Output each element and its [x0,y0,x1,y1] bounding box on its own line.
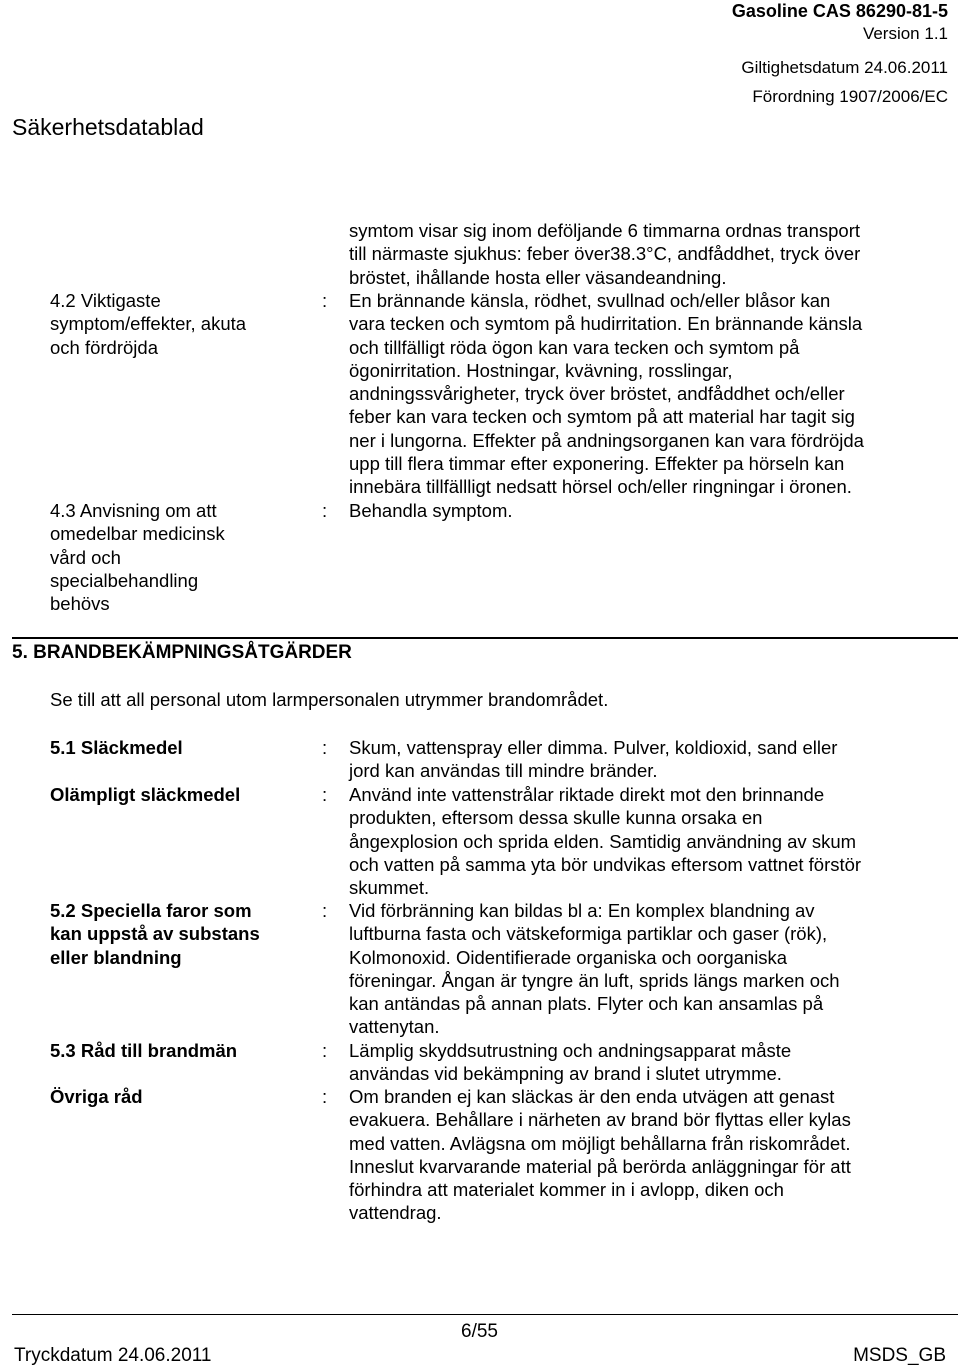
text-line: skummet. [349,877,430,899]
text-line: och vatten på samma yta bör undvikas eftersom vattnet förstör [349,853,862,875]
item-text [349,1085,929,1225]
text-line: Inneslut kvarvarande material på berörda anläggningar för att [349,1155,851,1177]
text-line: Använd inte vattenstrålar riktade direkt mot den brinnande [349,784,825,805]
text-line: användas vid bekämpning av brand i slutet utrymme. [349,1063,782,1085]
item-label [50,499,300,615]
label-line: omedelbar medicinsk [50,523,225,545]
item-label [50,783,300,806]
text-line: symtom visar sig inom deföljande 6 timmarna ordnas transport [349,220,861,241]
label-line: Olämpligt släckmedel [50,784,241,805]
text-line: ögonirritation. Hostningar, kvävning, rosslingar, [349,359,733,381]
colon: : [322,900,328,921]
text-line: till närmaste sjukhus: feber över38.3°C, andfåddhet, tryck över [349,243,861,265]
version-label: Version 1.1 [862,24,948,43]
label-line: behövs [50,593,110,615]
product-name: Gasoline CAS 86290-81-5 [731,1,948,21]
item-label [50,736,300,759]
text-line: ångexplosion och sprida elden. Samtidig användning av skum [349,830,857,852]
text-line: Vid förbränning kan bildas bl a: En komplex blandning av [349,900,815,921]
text-line: Om branden ej kan släckas är den enda utvägen att genast [349,1086,835,1107]
colon: : [322,500,328,521]
item-text [349,289,929,499]
text-line: föreningar. Ångan är tyngre än luft, sprids längs marken och [349,969,840,991]
colon: : [322,737,328,758]
label-line: Övriga råd [50,1086,143,1107]
valid-date: Giltighetsdatum 24.06.2011 [741,58,948,77]
document-title: Säkerhetsdatablad [12,114,204,140]
colon: : [322,784,328,805]
regulation: Förordning 1907/2006/EC [752,87,948,106]
label-line: 5.1 Släckmedel [50,737,183,758]
section-5-heading: 5. BRANDBEKÄMPNINGSÅTGÄRDER [12,642,352,663]
text-line: innebära tillfällligt nedsatt hörsel och/eller ringningar i öronen. [349,476,852,498]
text-line: Behandla symptom. [349,500,513,521]
label-line: specialbehandling [50,569,199,591]
text-line: En brännande känsla, rödhet, svullnad och/eller blåsor kan [349,290,831,311]
label-line: 5.2 Speciella faror som [50,900,252,921]
item-text [349,783,929,899]
label-line: 4.3 Anvisning om att [50,500,217,521]
label-line: 4.2 Viktigaste [50,290,161,311]
text-line: ner i lungorna. Effekter på andningsorganen kan vara fördröjda [349,429,864,451]
text-line: luftburna fasta och vätskeformiga partiklar och gaser (rök), [349,923,828,945]
text-line: Kolmonoxid. Oidentifierade organiska och oorganiska [349,946,788,968]
text-line: vara tecken och symtom på hudirritation. En brännande känsla [349,313,863,335]
item-label [50,1039,300,1062]
item-text [349,499,929,522]
text-line: Skum, vattenspray eller dimma. Pulver, koldioxid, sand eller [349,737,838,758]
text-line: och tillfälligt röda ögon kan vara tecken och symtom på [349,336,800,358]
text-line: förhindra att materialet kommer in i avlopp, diken och [349,1179,784,1201]
text-line: med vatten. Avlägsna om möjligt behållarna från riskområdet. [349,1132,851,1154]
item-label [50,899,300,969]
item-label [50,289,300,359]
label-line: eller blandning [50,946,182,968]
item-text [349,899,929,1039]
colon: : [322,1086,328,1107]
colon: : [322,1040,328,1061]
item-text [349,1039,929,1086]
section-divider [12,637,958,639]
text-line: jord kan användas till mindre bränder. [349,760,658,782]
text-line: vattendrag. [349,1202,442,1224]
section-5-intro: Se till att all personal utom larmpersonalen utrymmer brandområdet. [50,689,609,710]
colon: : [322,290,328,311]
text-line: evakuera. Behållare i närheten av brand bör flyttas eller kylas [349,1109,851,1131]
text-line: upp till flera timmar efter exponering. Effekter pa hörseln kan [349,453,845,475]
text-line: feber kan vara tecken och symtom på att material har tagit sig [349,406,855,428]
text-line: Lämplig skyddsutrustning och andningsapparat måste [349,1040,792,1061]
text-line: andningssvårigheter, tryck över bröstet, andfåddhet och/eller [349,383,845,405]
text-line: kan antändas på annan plats. Flyter och kan ansamlas på [349,993,824,1015]
label-line: och fördröjda [50,336,158,358]
item-label [50,1085,300,1108]
document-code: MSDS_GB [853,1345,946,1366]
text-line: produkten, eftersom dessa skulle kunna orsaka en [349,807,763,829]
text-line: bröstet, ihållande hosta eller väsandeandning. [349,266,727,288]
item-text [349,736,929,783]
page-number: 6/55 [461,1321,498,1342]
label-line: kan uppstå av substans [50,923,260,945]
print-date: Tryckdatum 24.06.2011 [14,1345,212,1366]
label-line: 5.3 Råd till brandmän [50,1040,238,1061]
label-line: vård och [50,546,121,568]
footer-divider [12,1314,958,1315]
label-line: symptom/effekter, akuta [50,313,247,335]
text-line: vattenytan. [349,1016,440,1038]
continued-text [349,219,929,289]
